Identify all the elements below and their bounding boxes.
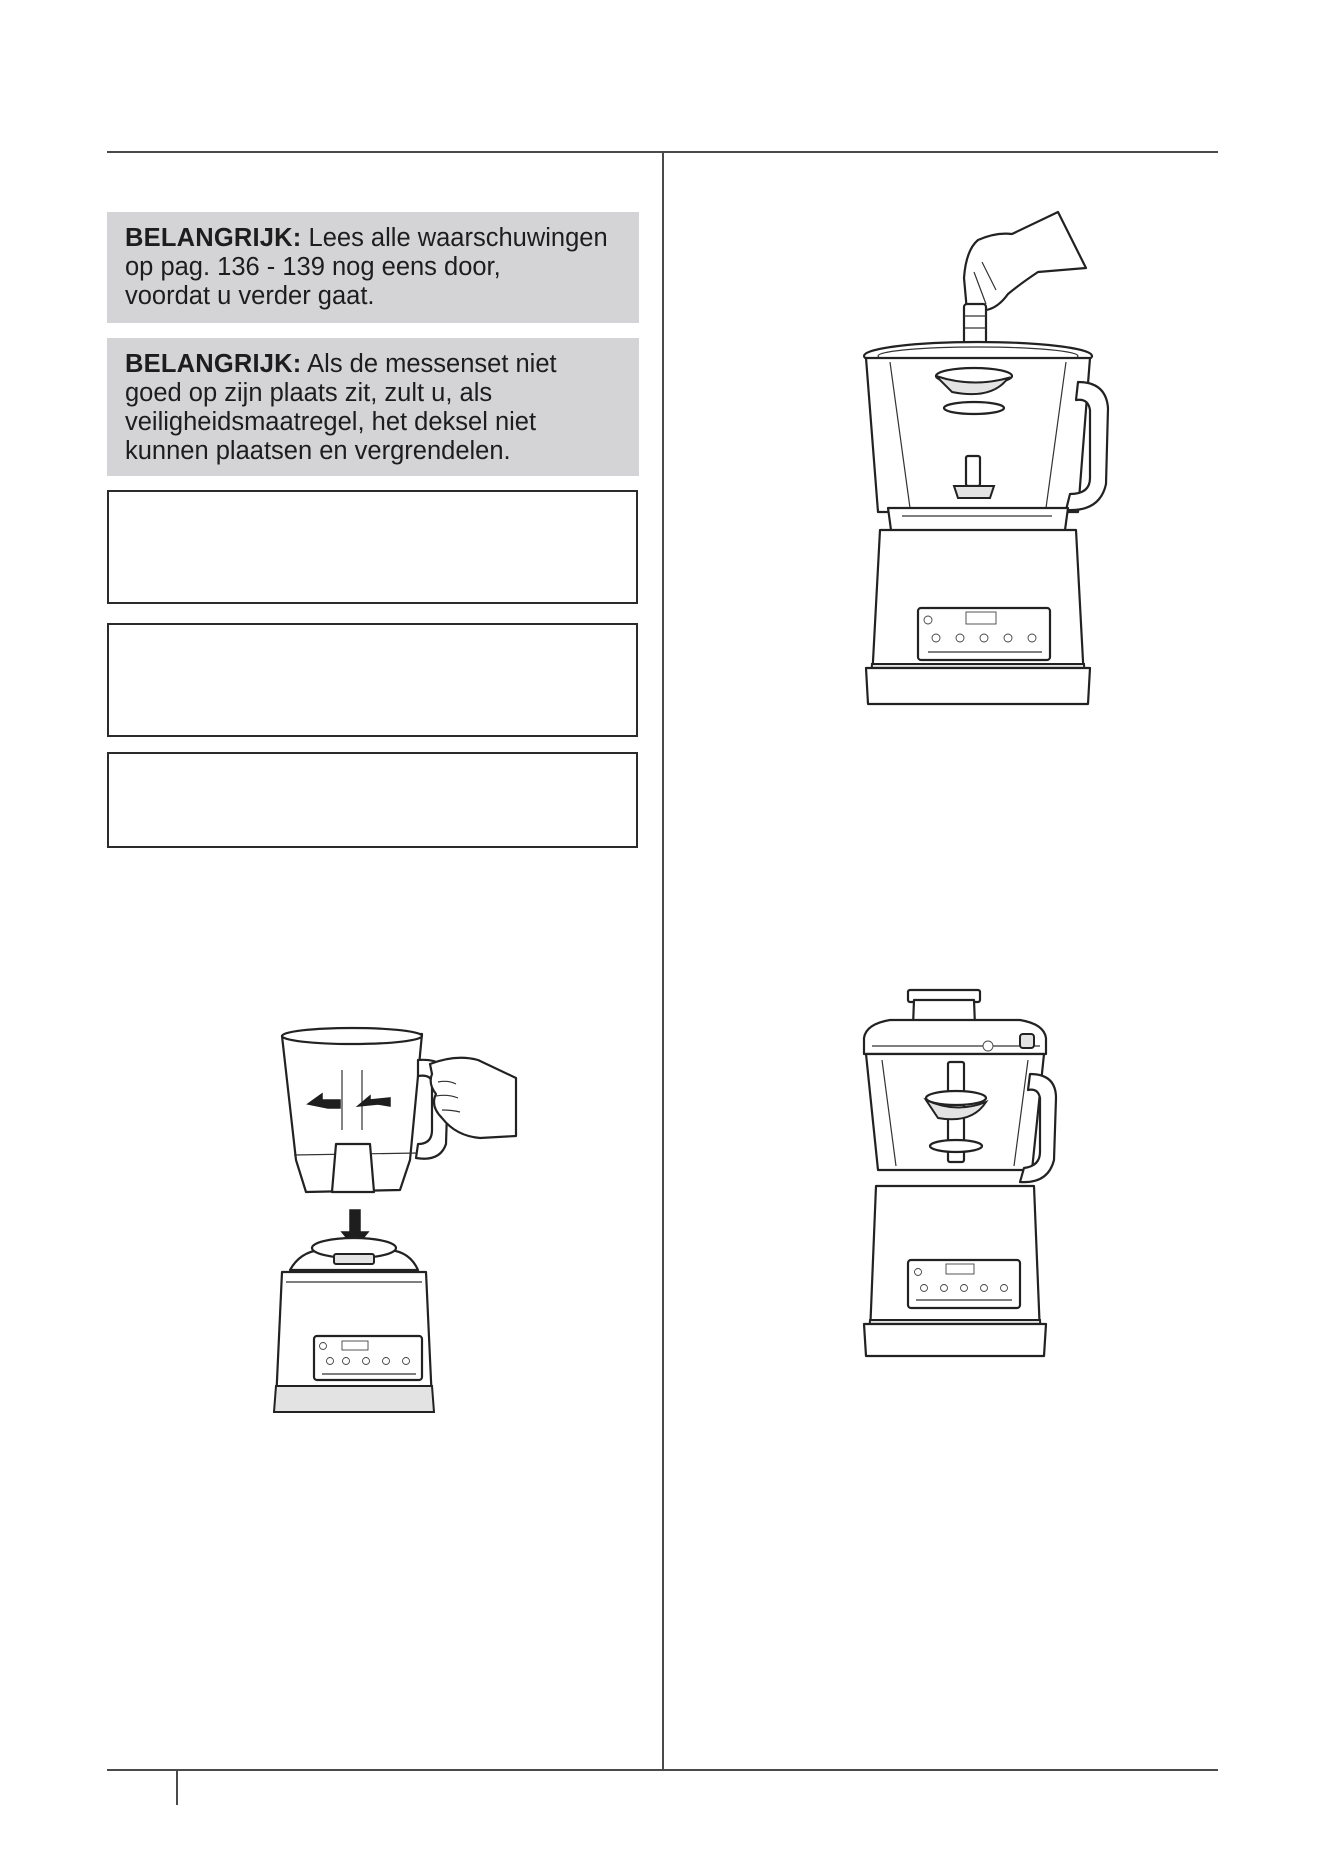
column-divider [662,151,664,1771]
callout-line: op pag. 136 - 139 nog eens door, [125,253,501,281]
callout-line: Lees alle waarschuwingen [301,224,608,252]
callout-line: goed op zijn plaats zit, zult u, als [125,379,493,407]
important-callout-warnings [107,212,639,323]
bowl-placement-illustration [270,1020,530,1420]
blade-insertion-illustration [862,212,1094,712]
callout-line: Als de messenset niet [301,350,557,378]
bottom-rule [107,1769,1218,1771]
empty-note-box-1 [107,490,638,604]
callout-line: veiligheidsmaatregel, het deksel niet [125,408,537,436]
callout-line: voordat u verder gaat. [125,282,375,310]
callout-lead: BELANGRIJK: [125,350,302,378]
important-callout-blade-assembly [107,338,639,476]
empty-note-box-2 [107,623,638,737]
callout-line: kunnen plaatsen en vergrendelen. [125,437,511,465]
page-number-tick [176,1769,178,1805]
empty-note-box-3 [107,752,638,848]
lid-locking-illustration [860,990,1050,1370]
callout-lead: BELANGRIJK: [125,224,302,252]
